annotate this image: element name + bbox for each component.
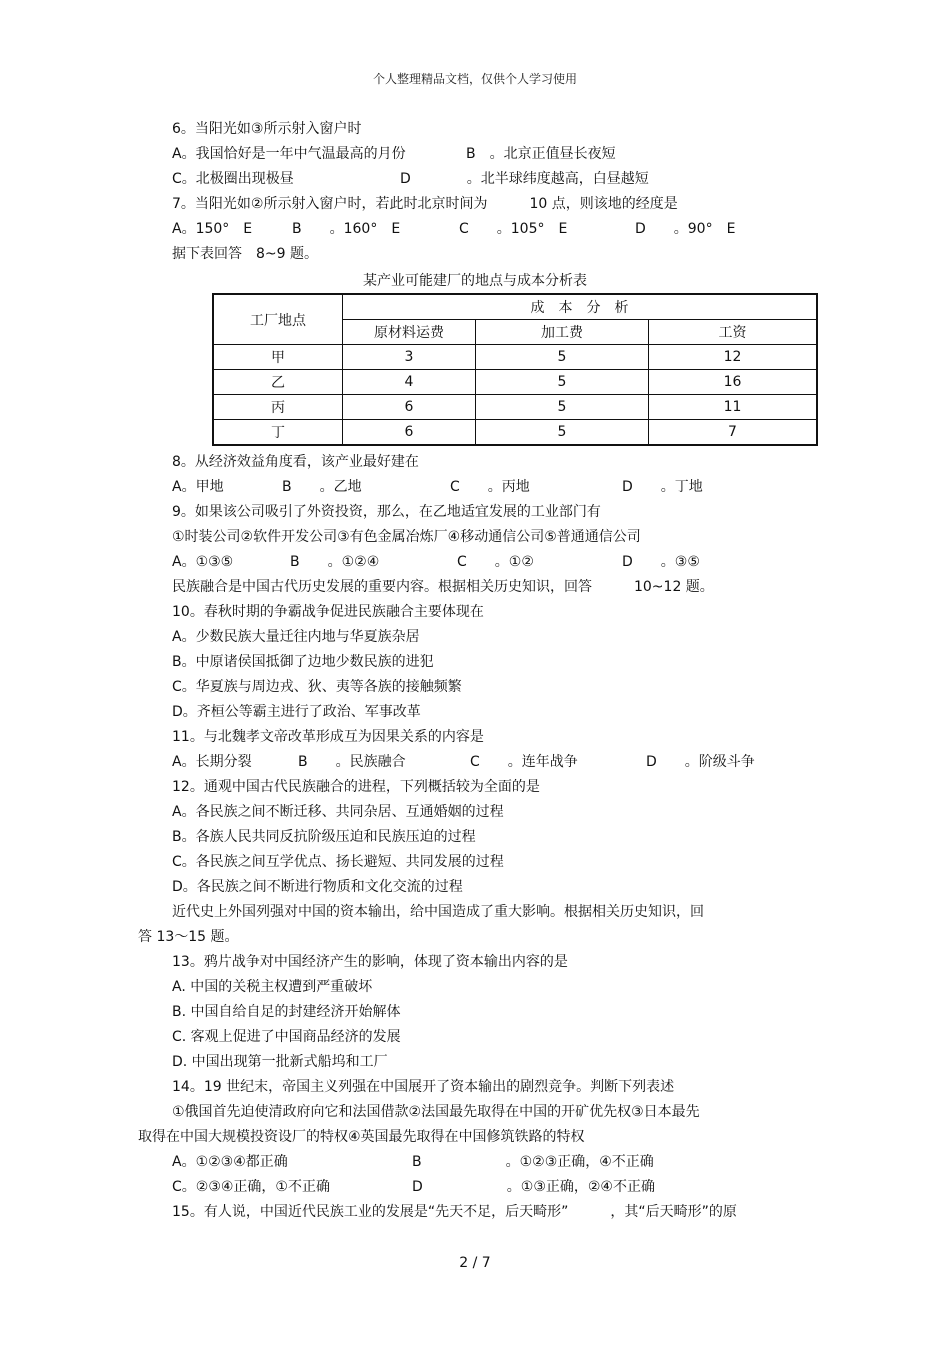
- q10-option-d: D。齐桓公等霸主进行了政治、军事改革: [172, 704, 421, 720]
- q13-option-c: C. 客观上促进了中国商品经济的发展: [172, 1029, 401, 1045]
- q10-option-c: C。华夏族与周边戎、狄、夷等各族的接触频繁: [172, 679, 462, 695]
- q12-stem: 12。通观中国古代民族融合的进程，下列概括较为全面的是: [172, 779, 540, 795]
- q9-option-a: A。①③⑤: [172, 554, 234, 570]
- q8-option-b: B 。乙地: [282, 479, 362, 495]
- intro-13-15-line1: 近代史上外国列强对中国的资本输出，给中国造成了重大影响。根据相关历史知识，回: [172, 904, 704, 920]
- q6-option-c: C。北极圈出现极昼: [172, 171, 294, 187]
- q7-option-c: C 。105° E: [459, 221, 568, 237]
- table-cell: 3: [343, 345, 476, 370]
- table-cell: 5: [476, 370, 649, 395]
- table-cell: 12: [649, 345, 818, 370]
- table-cell: 5: [476, 420, 649, 446]
- q8-options: [172, 478, 703, 496]
- q7-options: [172, 220, 735, 238]
- q14-option-d: D 。①③正确，②④不正确: [412, 1179, 655, 1195]
- q8-stem: 8。从经济效益角度看，该产业最好建在: [172, 454, 419, 470]
- table-row: [213, 420, 817, 446]
- q14-stem: 14。19 世纪末，帝国主义列强在中国展开了资本输出的剧烈竞争。判断下列表述: [172, 1079, 675, 1095]
- q9-options: [172, 553, 700, 571]
- page-number: 2 / 7: [459, 1255, 491, 1271]
- table-cell: 6: [343, 420, 476, 446]
- intro-8-9: 据下表回答 8~9 题。: [172, 246, 318, 262]
- q7-option-a: A。150° E: [172, 221, 253, 237]
- q9-stem: 9。如果该公司吸引了外资投资，那么，在乙地适宜发展的工业部门有: [172, 504, 601, 520]
- q7-option-b: B 。160° E: [292, 221, 401, 237]
- q6-options-row1: [172, 145, 616, 163]
- q14-options-row2: [172, 1178, 655, 1196]
- intro-10-12: 民族融合是中国古代历史发展的重要内容。根据相关历史知识，回答 10~12 题。: [172, 579, 714, 595]
- q15-stem: 15。有人说，中国近代民族工业的发展是“先天不足，后天畸形” ，其“后天畸形”的原: [172, 1204, 737, 1220]
- q14-list-line1: ①俄国首先迫使清政府向它和法国借款②法国最先取得在中国的开矿优先权③日本最先: [172, 1104, 700, 1120]
- q9-option-d: D 。③⑤: [622, 554, 700, 570]
- q11-option-b: B 。民族融合: [298, 754, 406, 770]
- q14-option-b: B 。①②③正确，④不正确: [412, 1154, 654, 1170]
- q11-stem: 11。与北魏孝文帝改革形成互为因果关系的内容是: [172, 729, 484, 745]
- q10-stem: 10。春秋时期的争霸战争促进民族融合主要体现在: [172, 604, 484, 620]
- q6-stem: 6。当阳光如③所示射入窗户时: [172, 121, 362, 137]
- q12-option-c: C。各民族之间互学优点、扬长避短、共同发展的过程: [172, 854, 504, 870]
- q11-option-c: C 。连年战争: [470, 754, 578, 770]
- table-cell: 16: [649, 370, 818, 395]
- table-cell: 甲: [213, 345, 343, 370]
- q12-option-b: B。各族人民共同反抗阶级压迫和民族压迫的过程: [172, 829, 476, 845]
- table-cell: 11: [649, 395, 818, 420]
- intro-13-15-line2: 答 13～15 题。: [138, 929, 239, 945]
- table-cell: 7: [649, 420, 818, 446]
- cost-table: [212, 293, 818, 446]
- q9-option-b: B 。①②④: [290, 554, 380, 570]
- table-cell: 5: [476, 345, 649, 370]
- q9-option-c: C 。①②: [457, 554, 534, 570]
- q8-option-d: D 。丁地: [622, 479, 703, 495]
- column-header: 工资: [649, 320, 818, 345]
- page-header: 个人整理精品文档，仅供个人学习使用: [372, 72, 577, 86]
- q9-list: ①时装公司②软件开发公司③有色金属冶炼厂④移动通信公司⑤普通通信公司: [172, 529, 641, 545]
- q13-option-b: B. 中国自给自足的封建经济开始解体: [172, 1004, 401, 1020]
- table-cell: 丁: [213, 420, 343, 446]
- q12-option-a: A。各民族之间不断迁移、共同杂居、互通婚姻的过程: [172, 804, 504, 820]
- table-cell: 乙: [213, 370, 343, 395]
- column-header: 加工费: [476, 320, 649, 345]
- q11-options: [172, 753, 755, 771]
- table-row: [213, 395, 817, 420]
- table-row: [213, 345, 817, 370]
- q8-option-a: A。甲地: [172, 479, 224, 495]
- q14-option-a: A。①②③④都正确: [172, 1154, 288, 1170]
- table-cell: 6: [343, 395, 476, 420]
- column-header: 原材料运费: [343, 320, 476, 345]
- table-row: [213, 370, 817, 395]
- table-cell: 丙: [213, 395, 343, 420]
- q10-option-a: A。少数民族大量迁往内地与华夏族杂居: [172, 629, 420, 645]
- table-cell: 5: [476, 395, 649, 420]
- q13-option-a: A. 中国的关税主权遭到严重破坏: [172, 979, 373, 995]
- table-cell: 4: [343, 370, 476, 395]
- q13-option-d: D. 中国出现第一批新式船坞和工厂: [172, 1054, 388, 1070]
- q6-options-row2: [172, 170, 649, 188]
- q7-option-d: D 。90° E: [635, 221, 736, 237]
- table-title: 某产业可能建厂的地点与成本分析表: [363, 273, 587, 289]
- q6-option-d: D 。北半球纬度越高，白昼越短: [400, 171, 649, 187]
- q10-option-b: B。中原诸侯国抵御了边地少数民族的进犯: [172, 654, 434, 670]
- q14-options-row1: [172, 1153, 654, 1171]
- q14-option-c: C。②③④正确，①不正确: [172, 1179, 330, 1195]
- q7-stem: 7。当阳光如②所示射入窗户时，若此时北京时间为 10 点，则该地的经度是: [172, 196, 678, 212]
- q6-option-a: A。我国恰好是一年中气温最高的月份: [172, 146, 406, 162]
- q8-option-c: C 。丙地: [450, 479, 530, 495]
- q6-option-b: B 。北京正值昼长夜短: [466, 146, 616, 162]
- q13-stem: 13。鸦片战争对中国经济产生的影响，体现了资本输出内容的是: [172, 954, 568, 970]
- q12-option-d: D。各民族之间不断进行物质和文化交流的过程: [172, 879, 463, 895]
- q11-option-d: D 。阶级斗争: [646, 754, 755, 770]
- cost-group-header: 成 本 分 析: [343, 294, 818, 320]
- q11-option-a: A。长期分裂: [172, 754, 252, 770]
- q14-list-line2: 取得在中国大规模投资设厂的特权④英国最先取得在中国修筑铁路的特权: [138, 1129, 585, 1145]
- location-header: 工厂地点: [213, 294, 343, 345]
